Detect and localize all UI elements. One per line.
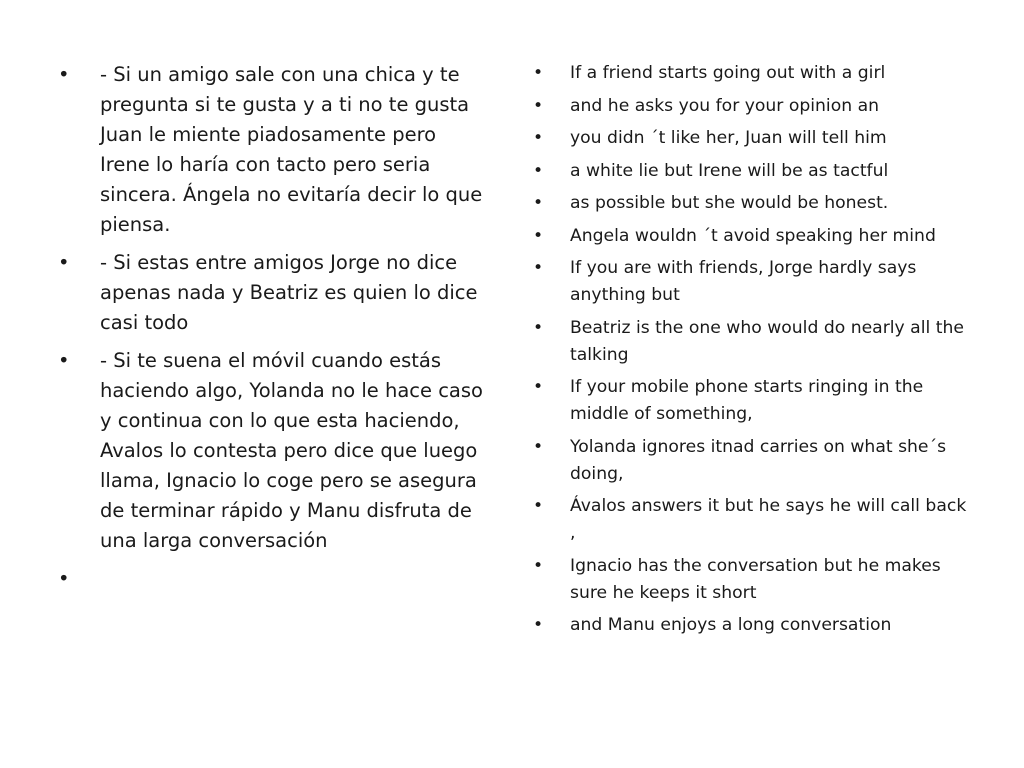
list-item — [58, 346, 488, 556]
list-item-text: Yolanda ignores itnad carries on what she´s doing, — [570, 436, 947, 484]
bullet-icon: • — [533, 128, 544, 148]
bullet-icon: • — [533, 95, 544, 116]
list-item-text: a white lie but Irene will be as tactful — [570, 160, 889, 181]
bullet-icon: • — [533, 436, 544, 457]
bullet-icon: • — [58, 63, 70, 86]
list-item-text: as possible but she would be honest. — [570, 193, 889, 213]
list-item-text: - Si un amigo sale con una chica y te pregunta si te gusta y a ti no te gusta Juan le miente piadosamente pero Irene lo haría con tacto pero seria sincera. Ángela no evitaría decir lo que piensa. — [100, 63, 483, 236]
list-item — [533, 493, 973, 547]
list-item-text: you didn ´t like her, Juan will tell him — [570, 128, 887, 148]
list-item — [533, 374, 973, 428]
bullet-icon: • — [533, 193, 544, 213]
bullet-icon: • — [533, 63, 544, 83]
list-item-text: Beatriz is the one who would do nearly all the talking — [570, 317, 964, 365]
list-item — [533, 255, 973, 309]
list-item — [533, 60, 973, 87]
bullet-icon: • — [533, 377, 544, 397]
list-item-text: If you are with friends, Jorge hardly says anything but — [570, 258, 917, 305]
list-item-text: and Manu enjoys a long conversation — [570, 615, 892, 635]
spanish-bullet-list — [58, 60, 488, 602]
list-item-text: If a friend starts going out with a girl — [570, 63, 886, 83]
bullet-icon: • — [58, 349, 70, 372]
list-item — [58, 60, 488, 240]
list-item — [533, 223, 973, 250]
bullet-icon: • — [533, 258, 544, 278]
bullet-icon: • — [533, 225, 544, 246]
list-item — [58, 564, 488, 594]
bullet-icon: • — [58, 251, 70, 274]
list-item-text: - Si estas entre amigos Jorge no dice apenas nada y Beatriz es quien lo dice casi todo — [100, 251, 478, 334]
list-item — [533, 612, 973, 639]
english-bullet-list — [533, 60, 973, 645]
list-item — [533, 553, 973, 607]
list-item — [533, 434, 973, 488]
bullet-icon: • — [533, 317, 544, 338]
list-item-text: Ávalos answers it but he says he will call back , — [570, 496, 967, 543]
list-item — [533, 125, 973, 152]
bullet-icon: • — [533, 160, 544, 181]
list-item-text: - Si te suena el móvil cuando estás haciendo algo, Yolanda no le hace caso y continua con lo que esta haciendo, Avalos lo contesta pero dice que luego llama, Ignacio lo coge pero se asegura de terminar rápido y Manu disfruta de una larga conversación — [100, 349, 483, 552]
list-item-text: Angela wouldn ´t avoid speaking her mind — [570, 225, 936, 246]
bullet-icon: • — [58, 567, 70, 590]
list-item — [58, 248, 488, 338]
bullet-icon: • — [533, 496, 544, 516]
list-item — [533, 158, 973, 185]
bullet-icon: • — [533, 615, 544, 635]
list-item — [533, 315, 973, 369]
list-item-text: If your mobile phone starts ringing in the middle of something, — [570, 377, 924, 424]
bullet-icon: • — [533, 555, 544, 576]
list-item-text: and he asks you for your opinion an — [570, 95, 880, 116]
list-item — [533, 190, 973, 217]
list-item-text: Ignacio has the conversation but he makes sure he keeps it short — [570, 555, 941, 603]
list-item — [533, 93, 973, 120]
